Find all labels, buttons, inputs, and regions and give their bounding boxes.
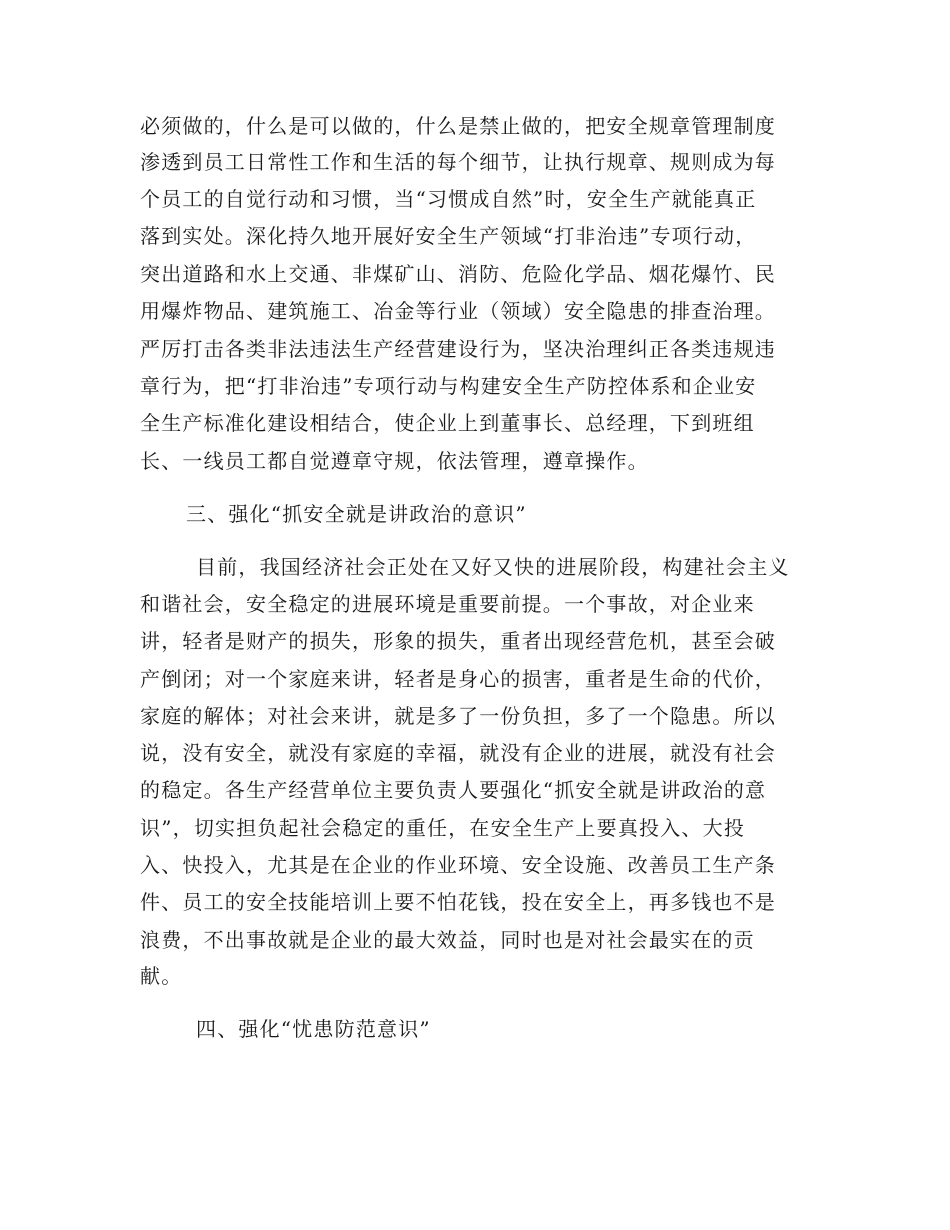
section-heading-4: 四、强化“忧患防范意识” [196,1017,431,1041]
text-line: 个员工的自觉行动和习惯，当“习惯成自然”时，安全生产就能真正 [140,187,757,211]
text-line: 产倒闭；对一个家庭来讲，轻者是身心的损害，重者是生命的代价， [140,667,776,691]
text-line: 浪费，不出事故就是企业的最大效益，同时也是对社会最实在的贡 [140,928,755,952]
text-line: 件、员工的安全技能培训上要不怕花钱，投在安全上，再多钱也不是 [140,890,776,914]
text-line: 长、一线员工都自觉遵章守规，依法管理，遵章操作。 [140,449,649,473]
section-heading-3: 三、强化“抓安全就是讲政治的意识” [186,502,527,526]
text-line: 用爆炸物品、建筑施工、冶金等行业（领域）安全隐患的排查治理。 [140,299,776,323]
text-line: 章行为，把“打非治违”专项行动与构建安全生产防控体系和企业安 [140,374,757,398]
text-line: 献。 [140,964,183,988]
text-line: 落到实处。深化持久地开展好安全生产领域“打非治违”专项行动， [140,224,757,248]
text-line: 说，没有安全，就没有家庭的幸福，就没有企业的进展，就没有社会 [140,741,776,765]
text-line: 渗透到员工日常性工作和生活的每个细节，让执行规章、规则成为每 [140,150,776,174]
text-line: 识”，切实担负起社会稳定的重任，在安全生产上要真投入、大投 [140,816,746,840]
text-line: 和谐社会，安全稳定的进展环境是重要前提。一个事故，对企业来 [140,592,755,616]
text-line: 入、快投入，尤其是在企业的作业环境、安全设施、改善员工生产条 [140,853,776,877]
text-line: 讲，轻者是财产的损失，形象的损失，重者出现经营危机，甚至会破 [140,629,776,653]
text-line: 的稳定。各生产经营单位主要负责人要强化“抓安全就是讲政治的意 [140,778,767,802]
text-line: 严厉打击各类非法违法生产经营建设行为，坚决治理纠正各类违规违 [140,337,776,361]
text-line: 目前，我国经济社会正处在又好又快的进展阶段，构建社会主义 [196,555,790,579]
text-line: 突出道路和水上交通、非煤矿山、消防、危险化学品、烟花爆竹、民 [140,262,776,286]
text-line: 全生产标准化建设相结合，使企业上到董事长、总经理，下到班组 [140,411,755,435]
text-line: 家庭的解体；对社会来讲，就是多了一份负担，多了一个隐患。所以 [140,704,776,728]
text-line: 必须做的，什么是可以做的，什么是禁止做的，把安全规章管理制度 [140,114,776,138]
